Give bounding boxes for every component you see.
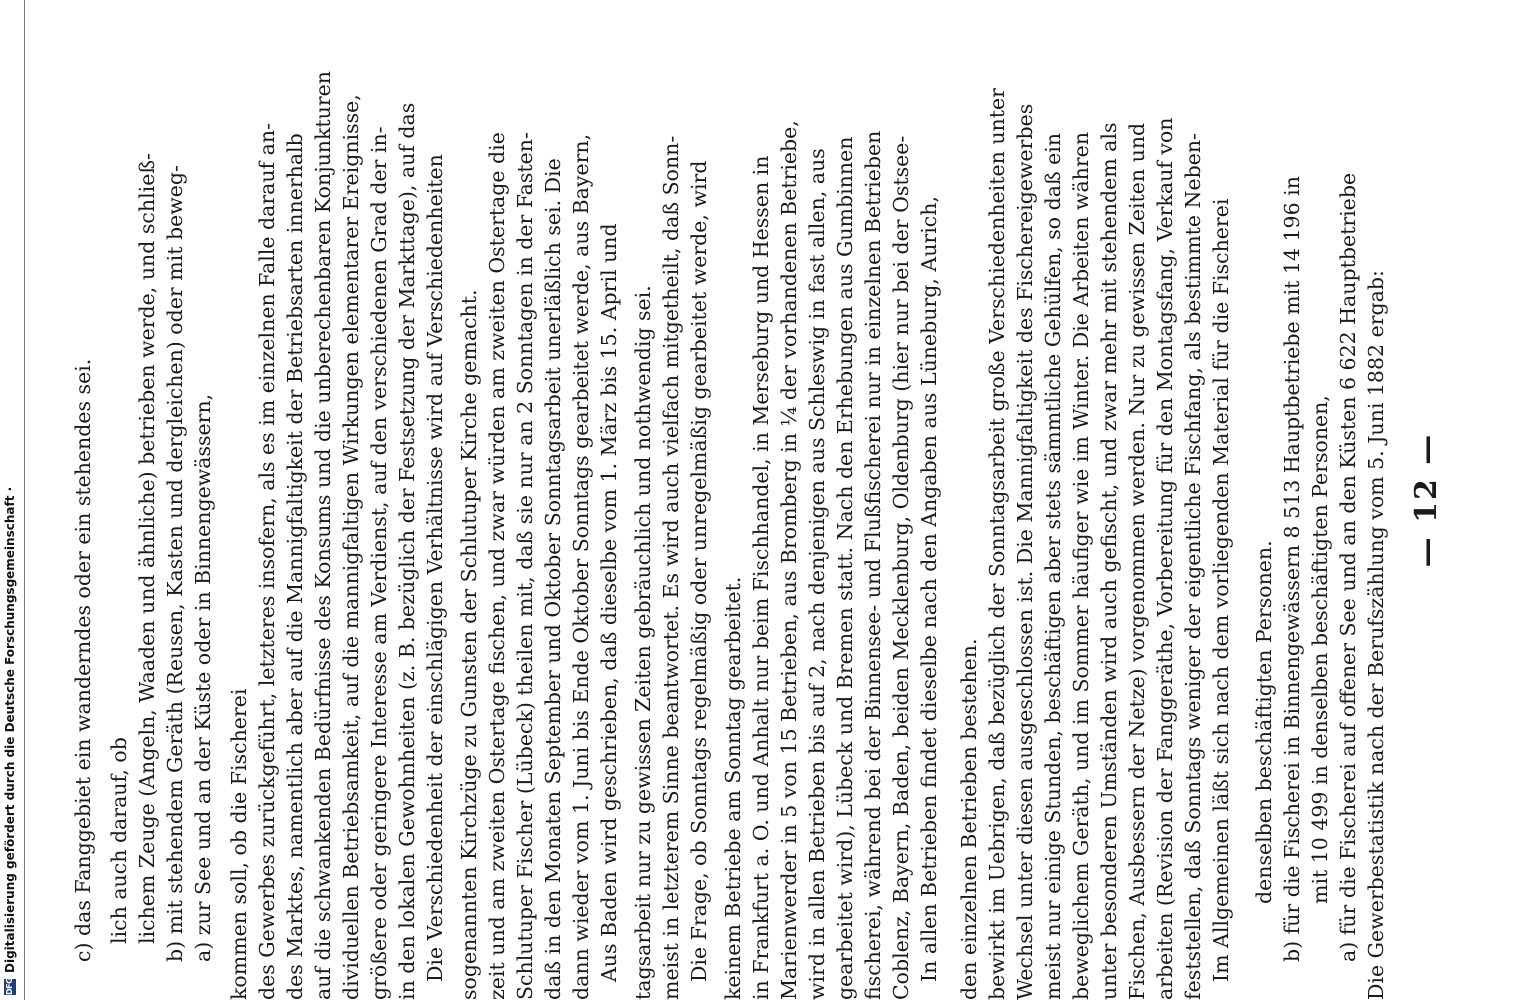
text-line: Coblenz, Bayern, Baden, beiden Mecklenburg, Oldenburg (hier nur bei der Ostsee- [889, 135, 913, 1000]
text-line: größere oder geringere Interesse am Verdienst, auf den verschiedenen Grad der in- [367, 126, 391, 1000]
text-line: feststellen, daß Sonntags weniger der eigentliche Fischfang, als bestimmte Neben- [1181, 133, 1205, 1000]
text-line: lich auch darauf, ob [107, 737, 131, 944]
text-line: keinem Betriebe am Sonntag gearbeitet. [721, 576, 745, 1000]
text-line: gearbeitet wird), Lübeck und Bremen statt. Nach den Erhebungen aus Gumbinnen [833, 136, 857, 1000]
dfg-logo-icon: DFG [5, 977, 14, 995]
text-line: meist in letzterem Sinne beantwortet. Es wird auch vielfach mitgetheilt, daß Sonn- [659, 135, 683, 1000]
text-line: bewirkt im Uebrigen, daß bezüglich der Sonntagsarbeit große Verschiedenheiten unter [985, 88, 1009, 1000]
text-line: Fischen, Ausbessern der Netze) vorgenommen werden. Nur zu gewissen Zeiten und [1125, 122, 1149, 1000]
text-line: Marienwerder in 5 von 15 Betrieben, aus Bromberg in ¼ der vorhandenen Betriebe, [777, 120, 801, 1000]
text-line: denselben beschäftigten Personen. [1252, 540, 1276, 904]
text-line: c) das Fanggebiet ein wanderndes oder ein stehendes sei. [71, 358, 95, 962]
text-line: a) für die Fischerei auf offener See und an den Küsten 6 622 Hauptbetriebe [1336, 172, 1360, 962]
page-number-header: — 12 — [1409, 432, 1444, 568]
text-line: tagsarbeit nur zu gewissen Zeiten gebräuchlich und nothwendig sei. [631, 285, 655, 1000]
text-line: sogenannten Kirchzüge zu Gunsten der Schlutuper Kirche gemacht. [457, 289, 481, 1000]
funding-note-text: Digitalisierung gefördert durch die Deutsche Forschungsgemeinschaft · [3, 486, 17, 973]
text-line: Die Verschiedenheit der einschlägigen Verhältnisse wird auf Verschiedenheiten [423, 154, 447, 982]
text-line: Schlutuper Fischer (Lübeck) theilen mit, daß sie nur an 2 Sonntagen in der Fasten- [513, 132, 537, 1000]
text-line: Aus Baden wird geschrieben, daß dieselbe vom 1. März bis 15. April und [597, 223, 621, 982]
text-line: Die Gewerbestatistik nach der Berufszählung vom 5. Juni 1882 ergab: [1364, 270, 1388, 1000]
text-line: dividuellen Betriebsamkeit, auf die mannigfaltigen Wirkungen elementarer Ereignisse, [339, 94, 363, 1000]
text-line: dann wieder vom 1. Juni bis Ende Oktober Sonntags gearbeitet werde, aus Bayern, [569, 133, 593, 1000]
text-line: kommen soll, ob die Fischerei [227, 688, 251, 1000]
text-line: zeit und am zweiten Ostertage fischen, und zwar würden am zweiten Ostertage die [485, 132, 509, 1000]
text-line: den einzelnen Betrieben bestehen. [957, 638, 981, 1000]
rotated-text-block [71, 0, 1444, 1000]
margin-strip [0, 0, 25, 1000]
text-line: fischerei, während bei der Binnensee- und Flußfischerei nur in einzelnen Betrieben [861, 130, 885, 1000]
text-line: auf die schwankenden Bedürfnisse des Konsums und die unberechenbaren Konjunkturen [311, 71, 335, 1000]
text-line: des Gewerbes zurückgeführt, letzteres insofern, als es im einzelnen Falle darauf an- [255, 122, 279, 1000]
text-line: arbeiten (Revision der Fanggeräthe, Vorbereitung für den Montagsfang, Verkauf von [1153, 117, 1177, 1000]
text-line: beweglichem Geräth, und im Sommer häufiger wie im Winter. Die Arbeiten währen [1069, 131, 1093, 1000]
text-line: a) zur See und an der Küste oder in Binnengewässern, [191, 393, 215, 962]
text-line: daß in den Monaten September und Oktober Sonntagsarbeit unerläßlich sei. Die [541, 158, 565, 1000]
text-line: b) mit stehendem Geräth (Reusen, Kasten und dergleichen) oder mit beweg- [163, 165, 187, 962]
text-line: unter besonderen Umständen wird auch gefischt, und zwar mehr mit stehendem als [1097, 122, 1121, 1000]
text-line: Wechsel unter diesen ausgeschlossen ist. Die Mannigfaltigkeit des Fischereigewerbes [1013, 103, 1037, 1000]
text-line: des Marktes, namentlich aber auf die Mannigfaltigkeit der Betriebsarten innerhalb [283, 133, 307, 1000]
text-line: in Frankfurt a. O. und Anhalt nur beim Fischhandel, in Merseburg und Hessen in [749, 155, 773, 1000]
text-line: In allen Betrieben findet dieselbe nach den Angaben aus Lüneburg, Aurich, [917, 196, 941, 982]
text-line: Im Allgemeinen läßt sich nach dem vorliegenden Material für die Fischerei [1209, 198, 1233, 982]
text-line: mit 10 499 in denselben beschäftigten Personen, [1308, 395, 1332, 904]
text-line: in den lokalen Gewohnheiten (z. B. bezüglich der Festsetzung der Markttage), auf das [395, 102, 419, 1000]
text-line: b) für die Fischerei in Binnengewässern 8 513 Hauptbetriebe mit 14 196 in [1280, 176, 1304, 962]
text-line: meist nur einige Stunden, beschäftigen aber stets sämmtliche Gehülfen, so daß ein [1041, 132, 1065, 1000]
text-line: lichem Zeuge (Angeln, Waaden und ähnliche) betrieben werde, und schließ- [135, 153, 159, 944]
dfg-funding-note [3, 435, 17, 995]
text-line: wird in allen Betrieben bis auf 2, nach denjenigen aus Schleswig in fast allen, aus [805, 148, 829, 1000]
text-line: Die Frage, ob Sonntags regelmäßig oder unregelmäßig gearbeitet werde, wird [687, 160, 711, 982]
